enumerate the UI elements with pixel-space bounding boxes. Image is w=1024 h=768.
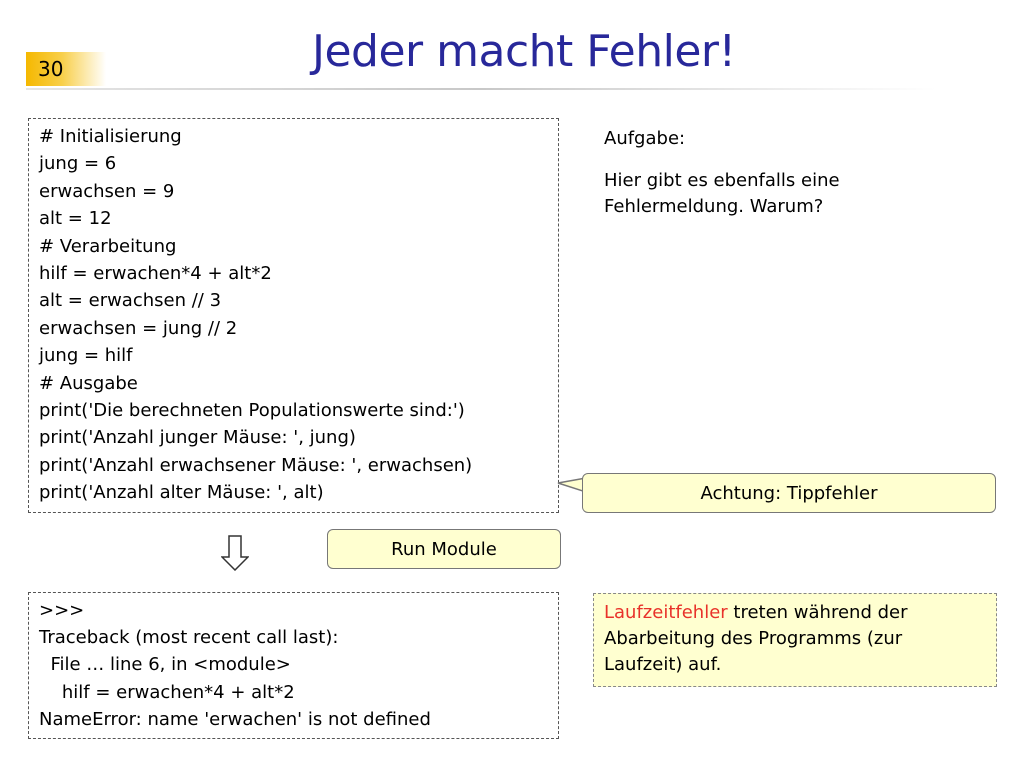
- runtime-error-explanation: treten während der Abarbeitung des Programms (zur Laufzeit) auf.: [604, 602, 908, 675]
- output-line: NameError: name 'erwachen' is not defined: [39, 708, 431, 730]
- code-line: print('Anzahl junger Mäuse: ', jung): [39, 427, 356, 449]
- slide-title: Jeder macht Fehler!: [312, 26, 736, 77]
- code-line: # Verarbeitung: [39, 235, 177, 257]
- slide-number-badge: [26, 52, 106, 86]
- code-line: jung = 6: [39, 153, 117, 175]
- output-line: >>>: [39, 600, 85, 621]
- run-module-label: Run Module: [391, 539, 497, 560]
- run-module-button[interactable]: [327, 529, 561, 569]
- code-listing: [28, 118, 559, 513]
- task-label: Aufgabe:: [604, 128, 686, 149]
- code-line: print('Anzahl alter Mäuse: ', alt): [39, 482, 324, 504]
- code-line: print('Die berechneten Populationswerte sind:'): [39, 400, 465, 422]
- code-line: hilf = erwachen*4 + alt*2: [39, 263, 272, 285]
- output-line: Traceback (most recent call last):: [39, 627, 339, 649]
- callout-text: Achtung: Tippfehler: [700, 483, 878, 504]
- output-line: File … line 6, in <module>: [39, 654, 291, 676]
- code-line: erwachsen = 9: [39, 180, 175, 202]
- slide-number: 30: [38, 57, 64, 81]
- down-arrow-icon: [221, 535, 249, 571]
- code-line: alt = 12: [39, 208, 112, 230]
- code-line: # Initialisierung: [39, 126, 182, 147]
- code-line: jung = hilf: [39, 345, 133, 367]
- code-line: alt = erwachsen // 3: [39, 290, 222, 312]
- code-line: print('Anzahl erwachsener Mäuse: ', erwachsen): [39, 454, 473, 476]
- title-underline: [26, 88, 936, 90]
- code-line: erwachsen = jung // 2: [39, 317, 238, 339]
- task-text: Hier gibt es ebenfalls eine Fehlermeldung. Warum?: [604, 170, 840, 217]
- shell-output: [28, 592, 559, 739]
- typo-callout: [582, 473, 996, 513]
- runtime-error-note: [593, 593, 997, 687]
- output-line: hilf = erwachen*4 + alt*2: [39, 681, 295, 703]
- code-line: # Ausgabe: [39, 372, 138, 394]
- runtime-error-term: Laufzeitfehler: [604, 602, 728, 623]
